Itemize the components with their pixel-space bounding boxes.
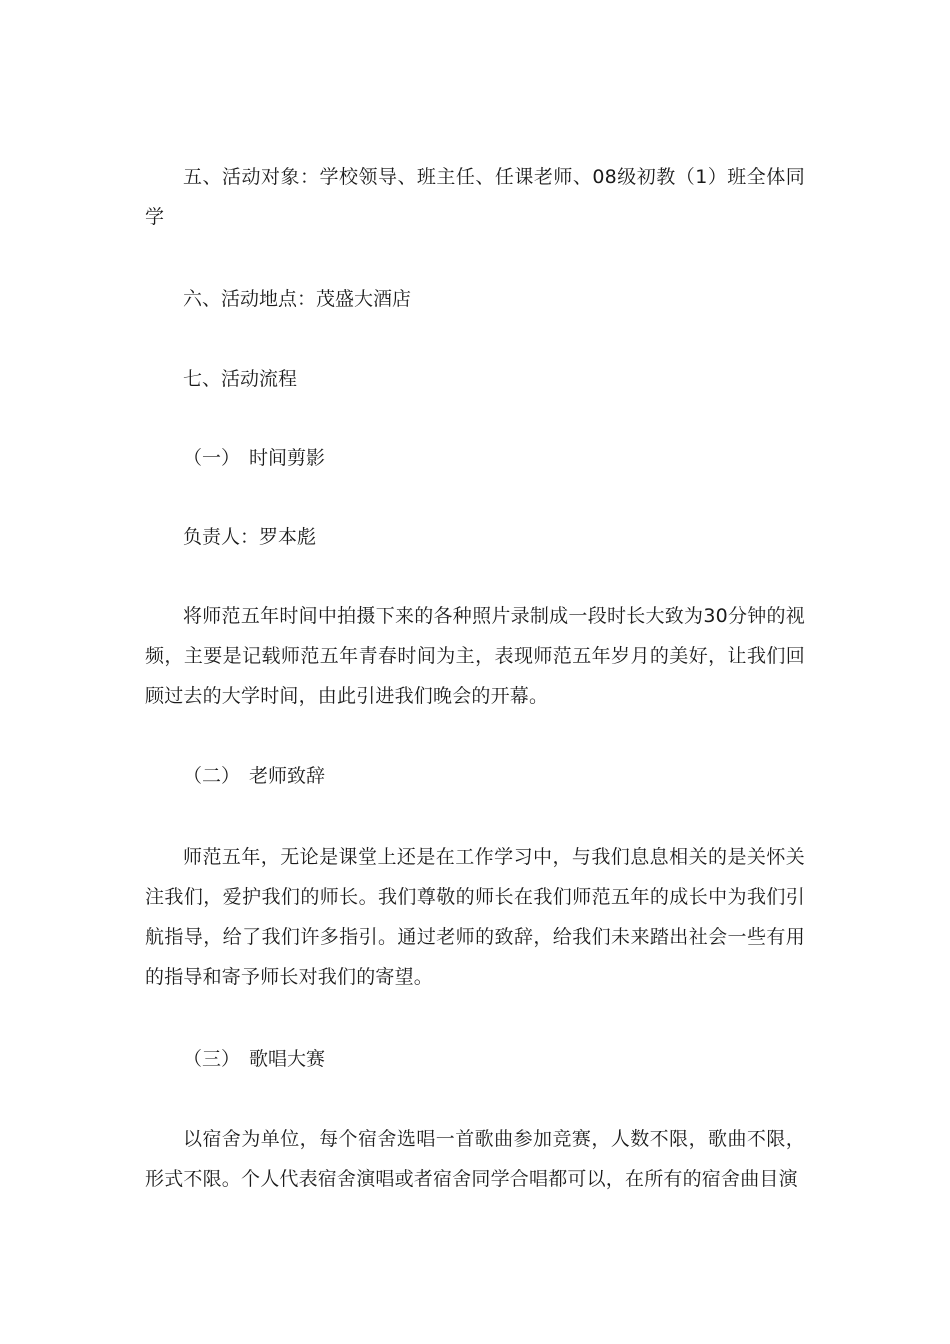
part3-heading: [183, 1039, 325, 1079]
part3-number: （三）: [183, 1048, 241, 1070]
part1-title: 时间剪影: [249, 447, 326, 469]
part3-title: 歌唱大赛: [249, 1048, 326, 1070]
section-location: 六、活动地点：茂盛大酒店: [183, 288, 412, 310]
part2-number: （二）: [183, 765, 241, 787]
part3-body: 以宿舍为单位，每个宿舍选唱一首歌曲参加竞赛，人数不限，歌曲不限，形式不限。个人代表宿舍演唱或者宿舍同学合唱都可以，在所有的宿舍曲目演: [145, 1128, 805, 1190]
part1-body: 将师范五年时间中拍摄下来的各种照片录制成一段时长大致为30分钟的视频，主要是记载师范五年青春时间为主，表现师范五年岁月的美好，让我们回顾过去的大学时间，由此引进我们晚会的开幕。: [145, 605, 805, 707]
part2-title: 老师致辞: [249, 765, 326, 787]
part2-body: 师范五年，无论是课堂上还是在工作学习中，与我们息息相关的是关怀关注我们，爱护我们的师长。我们尊敬的师长在我们师范五年的成长中为我们引航指导，给了我们许多指引。通过老师的致辞，给我们未来踏出社会一些有用的指导和寄予师长对我们的寄望。: [145, 846, 805, 988]
part1-responsible: 负责人：罗本彪: [183, 526, 317, 548]
part1-number: （一）: [183, 447, 241, 469]
section-target: 五、活动对象：学校领导、班主任、任课老师、08级初教（1）班全体同学: [145, 166, 805, 228]
section-process: 七、活动流程: [183, 368, 298, 390]
part1-heading: [183, 438, 325, 478]
part2-heading: [183, 756, 325, 796]
